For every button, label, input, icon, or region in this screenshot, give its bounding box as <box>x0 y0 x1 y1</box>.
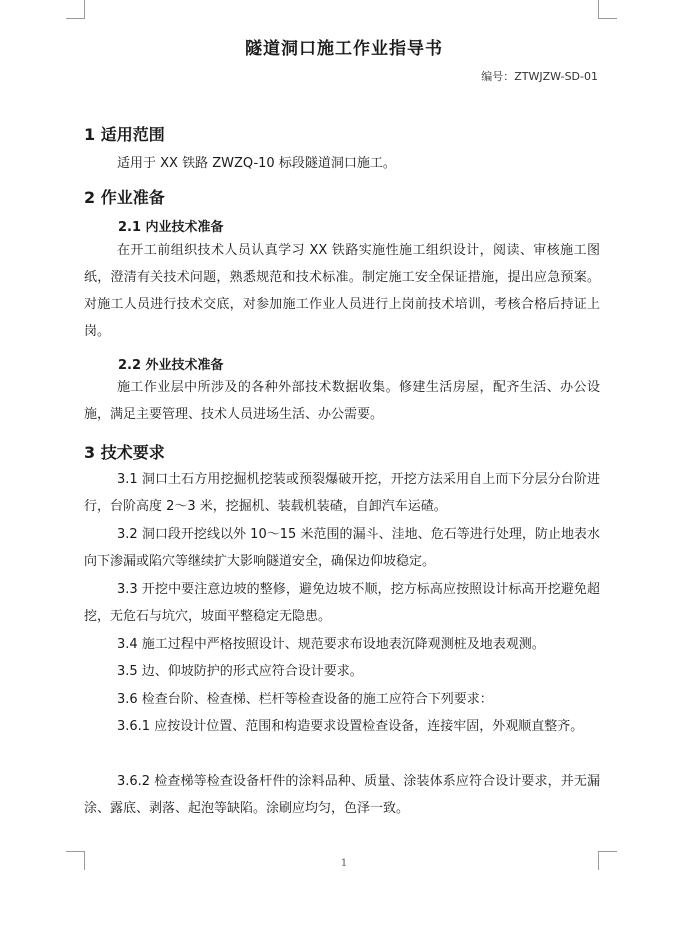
crop-mark-top-right <box>598 0 617 19</box>
section-heading-preparation: 2 作业准备 <box>84 188 165 207</box>
requirement-3-6-1: 3.6.1 应按设计位置、范围和构造要求设置检查设备，连接牢固，外观顺直整齐。 <box>117 719 584 734</box>
crop-mark-top-left <box>66 0 85 19</box>
subsection-body-external-prep: 施工作业层中所涉及的各种外部技术数据收集。修建生活房屋，配齐生活、办公设施，满足主要管理、技术人员进场生活、办公需要。 <box>84 380 600 422</box>
document-title: 隧道洞口施工作业指导书 <box>245 39 443 59</box>
requirement-3-6: 3.6 检查台阶、检查梯、栏杆等检查设备的施工应符合下列要求： <box>117 692 493 707</box>
requirement-3-3: 3.3 开挖中要注意边坡的整修，避免边坡不顺，挖方标高应按照设计标高开挖避免超挖，无危石与坑穴，坡面平整稳定无隐患。 <box>84 582 600 624</box>
subsection-body-internal-prep: 在开工前组织技术人员认真学习 XX 铁路实施性施工组织设计，阅读、审核施工图纸，澄清有关技术问题，熟悉规范和技术标准。制定施工安全保证措施，提出应急预案。对施工人员进行技术交底，对参加施工作业人员进行上岗前技术培训，考核合格后持证上岗。 <box>84 243 600 339</box>
requirement-3-4: 3.4 施工过程中严格按照设计、规范要求布设地表沉降观测桩及地表观测。 <box>117 637 545 652</box>
requirement-3-1: 3.1 洞口土石方用挖掘机挖装或预裂爆破开挖，开挖方法采用自上而下分层分台阶进行，台阶高度 2～3 米，挖掘机、装载机装碴，自卸汽车运碴。 <box>84 472 600 514</box>
requirement-3-2: 3.2 洞口段开挖线以外 10～15 米范围的漏斗、洼地、危石等进行处理，防止地表水向下渗漏或陷穴等继续扩大影响隧道安全，确保边仰坡稳定。 <box>84 527 600 569</box>
requirement-3-5: 3.5 边、仰坡防护的形式应符合设计要求。 <box>117 664 363 679</box>
section-body-scope: 适用于 XX 铁路 ZWZQ-10 标段隧道洞口施工。 <box>117 156 396 171</box>
requirement-3-6-2: 3.6.2 检查梯等检查设备杆件的涂料品种、质量、涂装体系应符合设计要求，并无漏涂、露底、剥落、起泡等缺陷。涂刷应均匀，色泽一致。 <box>84 774 600 816</box>
document-code: 编号：ZTWJZW-SD-01 <box>481 70 598 83</box>
subsection-heading-internal-prep: 2.1 内业技术准备 <box>118 220 224 235</box>
subsection-heading-external-prep: 2.2 外业技术准备 <box>118 358 224 373</box>
section-heading-scope: 1 适用范围 <box>84 125 165 144</box>
section-heading-technical-requirements: 3 技术要求 <box>84 443 165 462</box>
page-number: 1 <box>340 858 348 869</box>
